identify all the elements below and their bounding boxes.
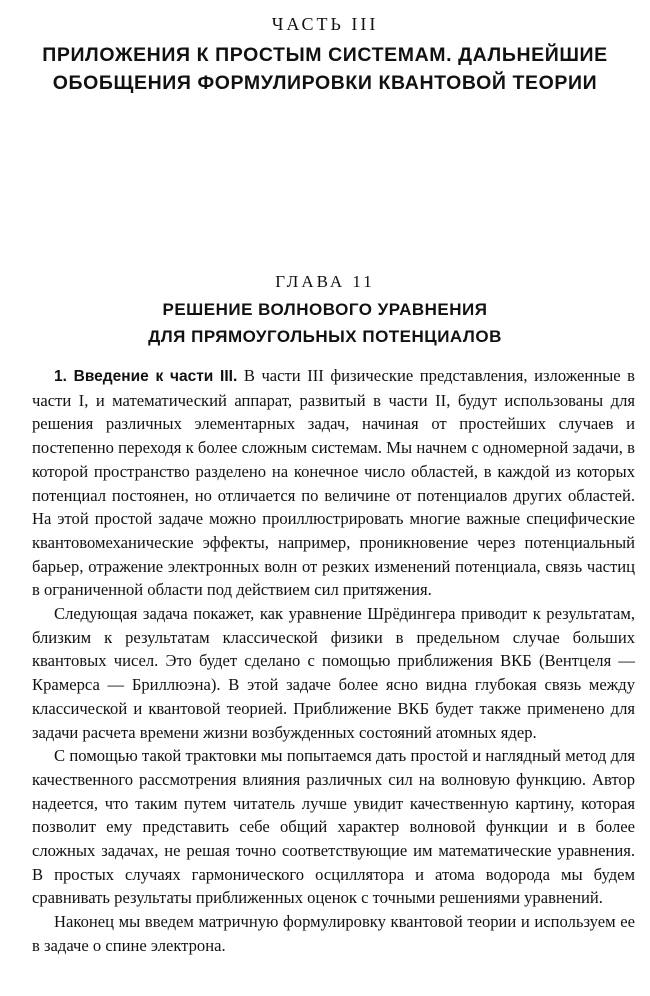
- part-title-line-2: ОБОБЩЕНИЯ ФОРМУЛИРОВКИ КВАНТОВОЙ ТЕОРИИ: [52, 72, 598, 94]
- paragraph-3: С помощью такой трактовки мы попытаемся дать простой и наглядный метод для качественного рассмотрения влияния различных сил на волновую функцию. Автор надеется, что таким путем читатель лучше увидит качественную картину, которая позволит ему представить себе общий характер волновой функции и в более сложных задачах, не решая точно соответствующие им математические уравнения. В простых случаях гармонического осциллятора и атома водорода мы будем сравнивать результаты приближенных оценок с точными решениями уравнений.: [32, 746, 635, 908]
- paragraph-1: [32, 364, 635, 602]
- body-text: [32, 364, 635, 958]
- chapter-title-line-2: ДЛЯ ПРЯМОУГОЛЬНЫХ ПОТЕНЦИАЛОВ: [148, 327, 502, 346]
- paragraph-2: Следующая задача покажет, как уравнение Шрёдингера приводит к результатам, близким к результатам классической физики в предельном случае больших квантовых чисел. Это будет сделано с помощью приближения ВКБ (Вентцеля — Крамерса — Бриллюэна). В этой задаче более ясно видна глубокая связь между классической и квантовой теорией. Приближение ВКБ будет также применено для задачи расчета времени жизни возбужденных состояний атомных ядер.: [32, 604, 635, 742]
- paragraph-4: Наконец мы введем матричную формулировку квантовой теории и используем ее в задаче о спине электрона.: [32, 912, 635, 955]
- chapter-title-line-1: РЕШЕНИЕ ВОЛНОВОГО УРАВНЕНИЯ: [162, 300, 488, 319]
- paragraph-1-text: В части III физические представления, изложенные в части I, и математический аппарат, развитый в части II, будут использованы для решения различных элементарных задач, начиная от простейших случаев и постепенно переходя к более сложным системам. Мы начнем с одномерной задачи, в которой пространство разделено на конечное число областей, в каждой из которых потенциал постоянен, но отличается по величине от потенциалов других областей. На этой простой задаче можно проиллюстрировать многие важные специфические квантовомеханические эффекты, например, проникновение через потенциальный барьер, отражение электронных волн от резких изменений потенциала, связь частиц в ограниченной области под действием сил притяжения.: [32, 366, 635, 600]
- section-heading: 1. Введение к части III.: [54, 368, 238, 385]
- chapter-label: ГЛАВА 11: [275, 272, 375, 291]
- part-title-line-1: ПРИЛОЖЕНИЯ К ПРОСТЫМ СИСТЕМАМ. ДАЛЬНЕЙШИЕ: [42, 44, 608, 66]
- part-label: ЧАСТЬ III: [271, 14, 379, 34]
